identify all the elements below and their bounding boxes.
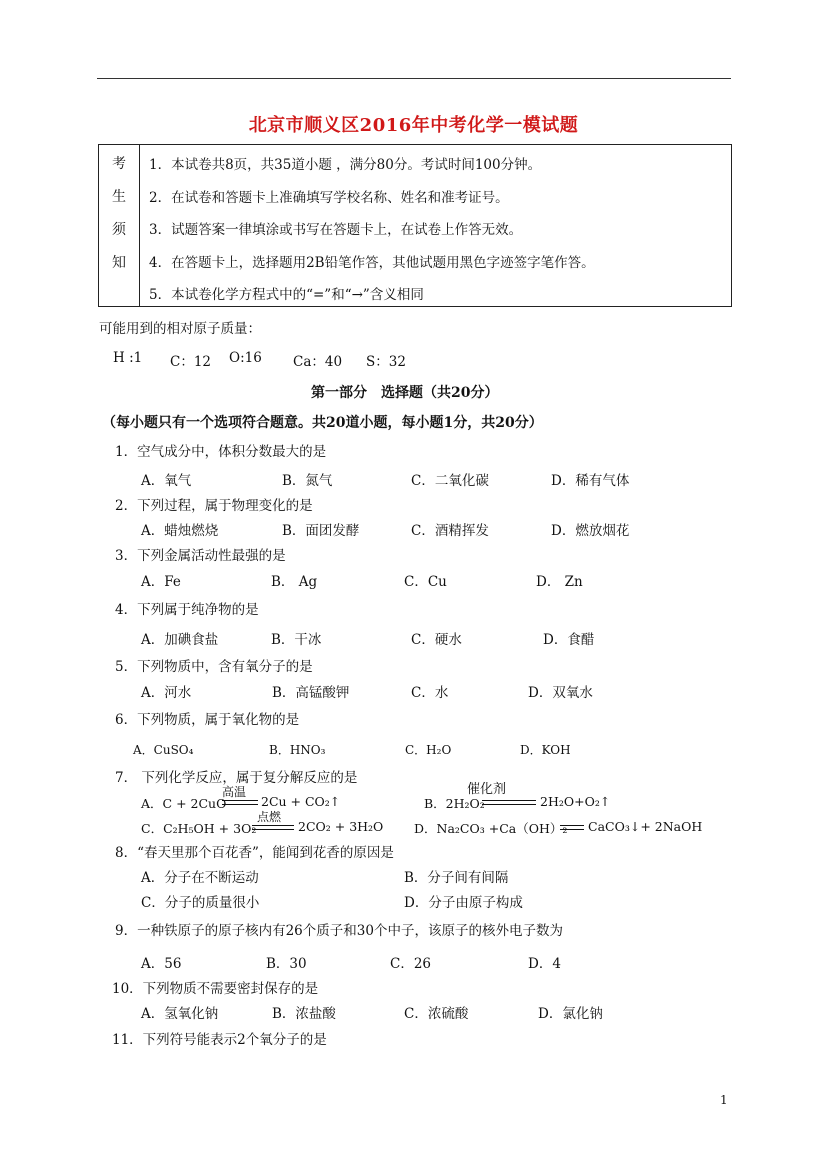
option: B．分子间有间隔 bbox=[404, 870, 509, 886]
option: A．氢氧化钠 bbox=[141, 1006, 219, 1022]
equation-b-products: 2H₂O+O₂↑ bbox=[540, 794, 611, 809]
option: B．浓盐酸 bbox=[272, 1006, 336, 1022]
notice-item: 2．在试卷和答题卡上准确填写学校名称、姓名和准考证号。 bbox=[149, 190, 509, 206]
atomic-mass-ca: Ca：40 bbox=[293, 354, 343, 370]
option: B．30 bbox=[266, 956, 307, 972]
equation-a-equals bbox=[222, 800, 258, 805]
question-stem: 11．下列符号能表示2个氧分子的是 bbox=[112, 1032, 327, 1048]
equation-d-reactants: D．Na₂CO₃ +Ca（OH）₂ bbox=[414, 821, 568, 836]
notice-label-char: 考 bbox=[112, 156, 126, 172]
option: A．Fe bbox=[141, 574, 181, 590]
notice-item: 3．试题答案一律填涂或书写在答题卡上，在试卷上作答无效。 bbox=[149, 222, 523, 238]
option: C．Cu bbox=[404, 574, 447, 590]
equation-c-condition: 点燃 bbox=[257, 810, 282, 824]
equation-a-reactants: A．C + 2CuO bbox=[141, 796, 227, 811]
equation-c-equals bbox=[252, 825, 294, 830]
question-stem: 3．下列金属活动性最强的是 bbox=[115, 548, 286, 564]
option: C．H₂O bbox=[405, 743, 452, 757]
equation-b-reactants: B．2H₂O₂ bbox=[424, 796, 485, 811]
question-stem: 6．下列物质，属于氧化物的是 bbox=[115, 712, 300, 728]
equation-c-reactants: C．C₂H₅OH + 3O₂ bbox=[141, 821, 257, 836]
equation-d-equals bbox=[560, 825, 584, 830]
option: D． Zn bbox=[536, 574, 583, 590]
option: B． Ag bbox=[271, 574, 318, 590]
page-number: 1 bbox=[720, 1093, 728, 1107]
question-stem: 7． 下列化学反应，属于复分解反应的是 bbox=[115, 770, 358, 786]
option: B．高锰酸钾 bbox=[272, 685, 350, 701]
option: C．水 bbox=[411, 685, 449, 701]
atomic-mass-c: C：12 bbox=[170, 354, 212, 370]
option: B．干冰 bbox=[271, 632, 322, 648]
section-note: （每小题只有一个选项符合题意。共20道小题，每小题1分，共20分） bbox=[102, 415, 543, 431]
question-stem: 1．空气成分中，体积分数最大的是 bbox=[115, 444, 327, 460]
equation-b-condition: 催化剂 bbox=[467, 782, 507, 797]
equation-d-products: CaCO₃↓+ 2NaOH bbox=[588, 819, 703, 834]
option: A．加碘食盐 bbox=[141, 632, 219, 648]
notice-item: 4．在答题卡上，选择题用2B铅笔作答，其他试题用黑色字迹签字笔作答。 bbox=[149, 255, 595, 271]
equation-c-products: 2CO₂ + 3H₂O bbox=[298, 819, 384, 834]
option: C．二氧化碳 bbox=[411, 473, 489, 489]
option: C．浓硫酸 bbox=[404, 1006, 469, 1022]
atomic-mass-intro: 可能用到的相对原子质量： bbox=[99, 321, 261, 337]
notice-item: 5．本试卷化学方程式中的“=”和“→”含义相同 bbox=[149, 287, 424, 303]
option: B．氮气 bbox=[282, 473, 333, 489]
atomic-mass-h: H :1 bbox=[113, 350, 143, 366]
option: D．KOH bbox=[520, 743, 571, 757]
atomic-mass-s: S：32 bbox=[366, 354, 406, 370]
option: C．硬水 bbox=[411, 632, 462, 648]
equation-a-products: 2Cu + CO₂↑ bbox=[261, 794, 341, 809]
option: B．HNO₃ bbox=[269, 743, 326, 757]
question-stem: 10．下列物质不需要密封保存的是 bbox=[112, 981, 319, 997]
option: D．双氧水 bbox=[528, 685, 593, 701]
question-stem: 9．一种铁原子的原子核内有26个质子和30个中子，该原子的核外电子数为 bbox=[115, 923, 563, 939]
option: C．分子的质量很小 bbox=[141, 895, 260, 911]
option: D．氯化钠 bbox=[538, 1006, 603, 1022]
notice-label-char: 知 bbox=[112, 255, 126, 271]
option: C．酒精挥发 bbox=[411, 523, 489, 539]
option: A．氧气 bbox=[141, 473, 192, 489]
option: A．蜡烛燃烧 bbox=[141, 523, 219, 539]
question-stem: 2．下列过程，属于物理变化的是 bbox=[115, 498, 313, 514]
notice-label-column bbox=[99, 145, 140, 306]
question-stem: 4．下列属于纯净物的是 bbox=[115, 602, 259, 618]
option: D．分子由原子构成 bbox=[404, 895, 523, 911]
header-rule bbox=[97, 78, 731, 79]
option: A．河水 bbox=[141, 685, 192, 701]
atomic-mass-o: O:16 bbox=[229, 350, 262, 366]
option: D．稀有气体 bbox=[551, 473, 630, 489]
option: D．食醋 bbox=[543, 632, 595, 648]
option: C．26 bbox=[390, 956, 432, 972]
option: A．分子在不断运动 bbox=[141, 870, 259, 886]
option: A．CuSO₄ bbox=[133, 743, 194, 757]
page-title: 北京市顺义区2016年中考化学一模试题 bbox=[248, 115, 579, 136]
section-title: 第一部分 选择题（共20分） bbox=[311, 385, 499, 401]
equation-a-condition: 高温 bbox=[222, 785, 247, 799]
question-stem: 8．“春天里那个百花香”，能闻到花香的原因是 bbox=[115, 845, 394, 861]
option: D．4 bbox=[528, 956, 561, 972]
option: D．燃放烟花 bbox=[551, 523, 630, 539]
notice-label-char: 须 bbox=[112, 222, 126, 238]
notice-item: 1．本试卷共8页，共35道小题 ，满分80分。考试时间100分钟。 bbox=[149, 157, 542, 173]
option: B．面团发酵 bbox=[282, 523, 360, 539]
notice-label-char: 生 bbox=[112, 189, 126, 205]
equation-b-equals bbox=[482, 800, 536, 805]
option: A．56 bbox=[141, 956, 182, 972]
exam-notice-box bbox=[98, 144, 732, 307]
question-stem: 5．下列物质中，含有氧分子的是 bbox=[115, 659, 313, 675]
